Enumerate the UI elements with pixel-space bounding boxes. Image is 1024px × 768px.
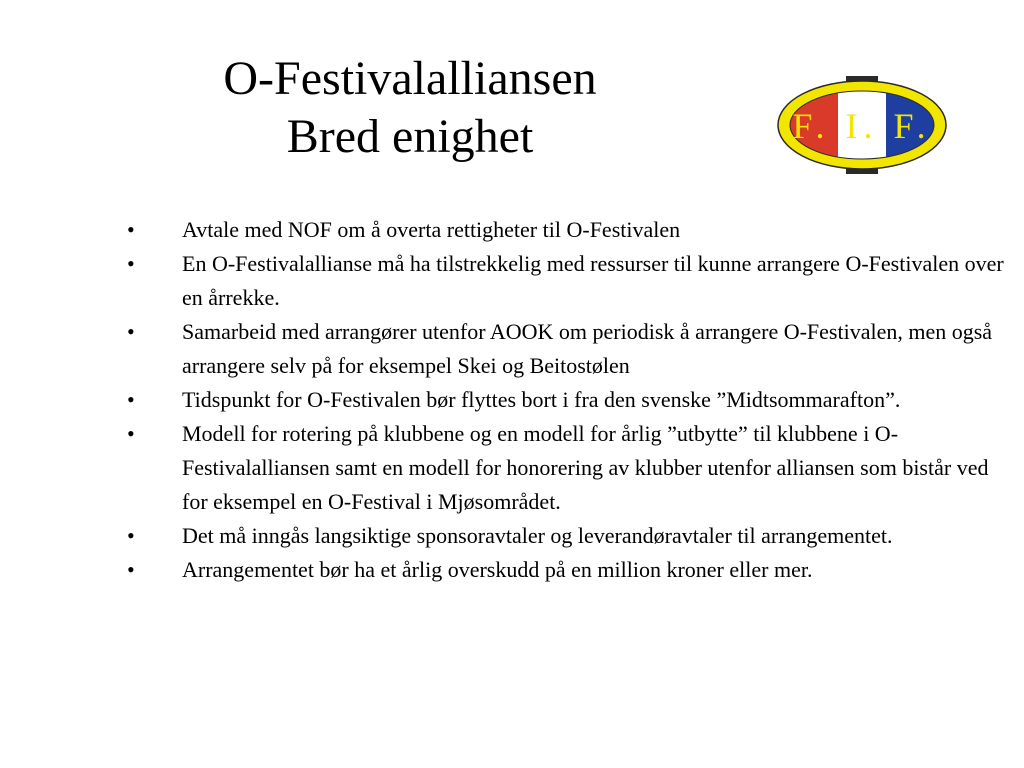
bullet-marker: • xyxy=(127,251,135,276)
bullet-text: Det må inngås langsiktige sponsoravtaler og leverandøravtaler til arrangementet. xyxy=(182,523,893,548)
bullet-marker: • xyxy=(127,557,135,582)
bullet-text: Avtale med NOF om å overta rettigheter til O-Festivalen xyxy=(182,217,681,242)
slide-title xyxy=(150,50,670,166)
bullet-text: Modell for rotering på klubbene og en modell for årlig ”utbytte” til klubbene i O-Festivalalliansen samt en modell for honorering av klubber utenfor alliansen som bistår ved for eksempel en O-Festival i Mjøsområdet. xyxy=(182,421,989,514)
bullet-item xyxy=(124,417,1019,519)
bullet-marker: • xyxy=(127,523,135,548)
bullet-marker: • xyxy=(127,217,135,242)
bullet-item xyxy=(124,315,1019,383)
bullet-item xyxy=(124,519,1019,553)
bullet-item xyxy=(124,213,1019,247)
bullet-marker: • xyxy=(127,387,135,412)
fif-club-logo xyxy=(776,74,948,176)
bullet-text: Samarbeid med arrangører utenfor AOOK om periodisk å arrangere O-Festivalen, men også arrangere selv på for eksempel Skei og Beitostølen xyxy=(182,319,993,378)
bullet-text: Arrangementet bør ha et årlig overskudd på en million kroner eller mer. xyxy=(182,557,813,582)
title-line-1: O-Festivalalliansen xyxy=(223,52,597,105)
bullet-item xyxy=(124,383,1019,417)
title-line-2: Bred enighet xyxy=(286,110,534,163)
bullet-marker: • xyxy=(127,319,135,344)
bullet-marker: • xyxy=(127,421,135,446)
bullet-text: En O-Festivalallianse må ha tilstrekkelig med ressurser til kunne arrangere O-Festivalen over en årrekke. xyxy=(182,251,1004,310)
svg-text:F. I. F.: F. I. F. xyxy=(792,106,932,146)
bullet-item xyxy=(124,553,1019,587)
bullet-list xyxy=(124,213,1019,587)
bullet-text: Tidspunkt for O-Festivalen bør flyttes bort i fra den svenske ”Midtsommarafton”. xyxy=(182,387,901,412)
bullet-item xyxy=(124,247,1019,315)
